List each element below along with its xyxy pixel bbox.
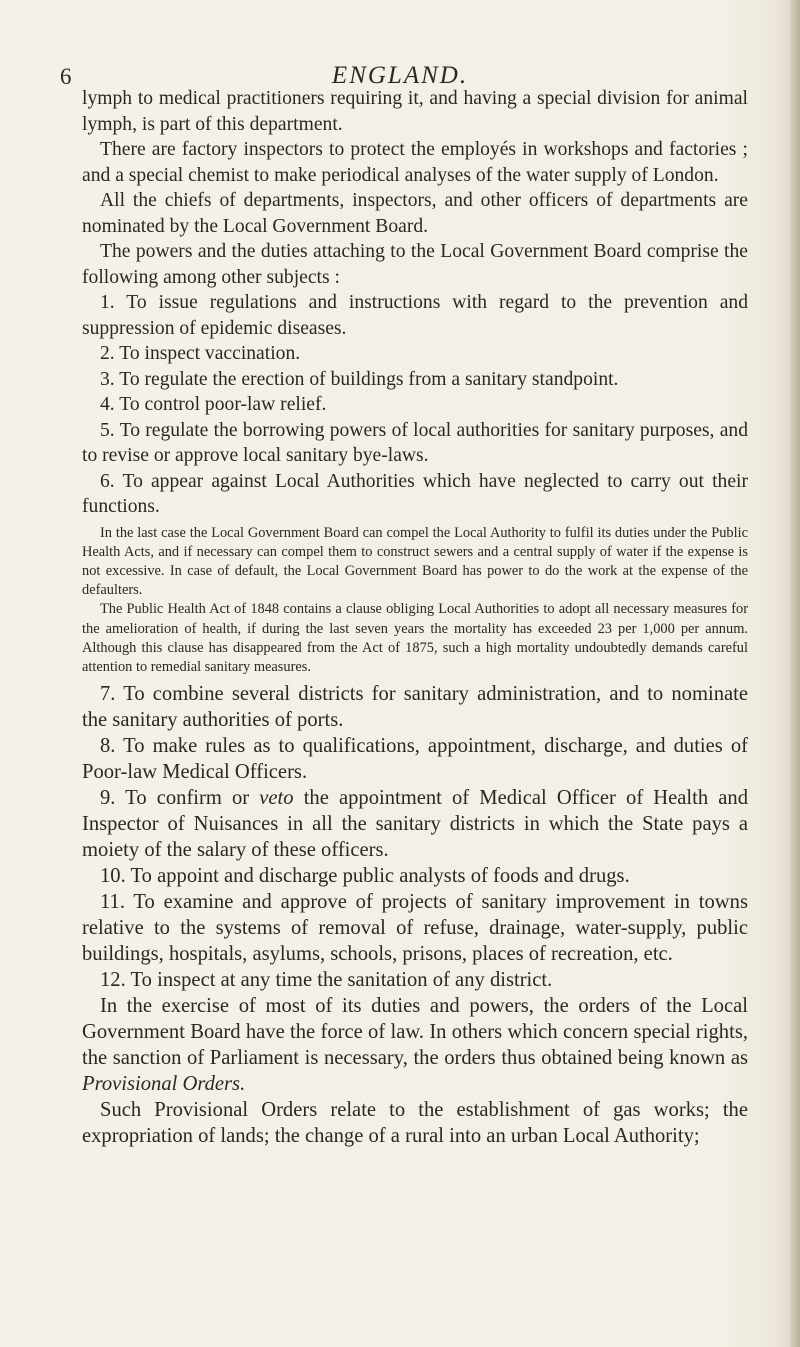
item-italic-term: veto (259, 787, 294, 810)
note-paragraph: The Public Health Act of 1848 contains a clause obliging Local Authorities to adopt all necessary measures for the amelioration of health, if during the last seven years the mortality has exceeded 23 per 1,000 per annum. Although this clause has disappeared from the Act of 1875, such a high mortality undoubtedly demands careful attention to remedial sanitary measures. (82, 601, 748, 675)
paragraph: Such Provisional Orders relate to the establishment of gas works; the expropriation of lands; the change of a rural into an urban Local Authority; (82, 1099, 748, 1148)
list-item: 4. To control poor-law relief. (100, 394, 327, 415)
list-item: 5. To regulate the borrowing powers of local authorities for sanitary purposes, and to revise or approve local sanitary bye-laws. (82, 419, 748, 466)
list-item: 8. To make rules as to qualifications, appointment, discharge, and duties of Poor-law Medical Officers. (82, 735, 748, 784)
paragraph: All the chiefs of departments, inspectors, and other officers of departments are nominated by the Local Government Board. (82, 190, 748, 237)
item-text: 9. To confirm or (100, 787, 260, 810)
paragraph-text: In the exercise of most of its duties and powers, the orders of the Local Government Board have the force of law. In others which concern special rights, the sanction of Parliament is necessary, the orders thus obtained being known as (82, 995, 748, 1070)
list-item: 7. To combine several districts for sanitary administration, and to nominate the sanitary authorities of ports. (82, 683, 748, 732)
list-item: 10. To appoint and discharge public analysts of foods and drugs. (100, 865, 630, 888)
list-item: 1. To issue regulations and instructions with regard to the prevention and suppression of epidemic diseases. (82, 292, 748, 339)
note-paragraph: In the last case the Local Government Board can compel the Local Authority to fulfil its duties under the Public Health Acts, and if necessary can compel them to construct sewers and a central supply of water if the expense is not excessive. In case of default, the Local Government Board has power to do the work at the expense of the defaulters. (82, 524, 748, 599)
list-item: 2. To inspect vaccination. (100, 343, 301, 364)
list-item (82, 785, 748, 863)
paragraph (82, 993, 748, 1097)
page-header (0, 48, 800, 88)
list-item: 11. To examine and approve of projects of sanitary improvement in towns relative to the systems of removal of refuse, drainage, water-supply, public buildings, hospitals, asylums, schools, prisons, places of recreation, etc. (82, 891, 748, 966)
paragraph: lymph to medical practitioners requiring it, and having a special division for animal lymph, is part of this department. (82, 88, 748, 135)
list-item: 3. To regulate the erection of buildings from a sanitary standpoint. (100, 368, 619, 390)
list-item: 6. To appear against Local Authorities which have neglected to carry out their functions. (82, 470, 748, 517)
running-head: ENGLAND. (331, 62, 469, 89)
italic-term: Provisional Orders. (82, 1073, 246, 1096)
page-number: 6 (60, 64, 72, 89)
item-text: the appointment of Medical Officer of Health and Inspector of Nuisances in all the sanitary districts in which the State pays a moiety of the salary of these officers. (82, 787, 749, 862)
page-edge (790, 0, 800, 1347)
list-item: 12. To inspect at any time the sanitation of any district. (100, 969, 553, 992)
paragraph: There are factory inspectors to protect the employés in workshops and factories ; and a special chemist to make periodical analyses of the water supply of London. (82, 139, 748, 186)
paragraph: The powers and the duties attaching to the Local Government Board comprise the following among other subjects : (82, 241, 748, 288)
page-body (82, 86, 748, 1149)
